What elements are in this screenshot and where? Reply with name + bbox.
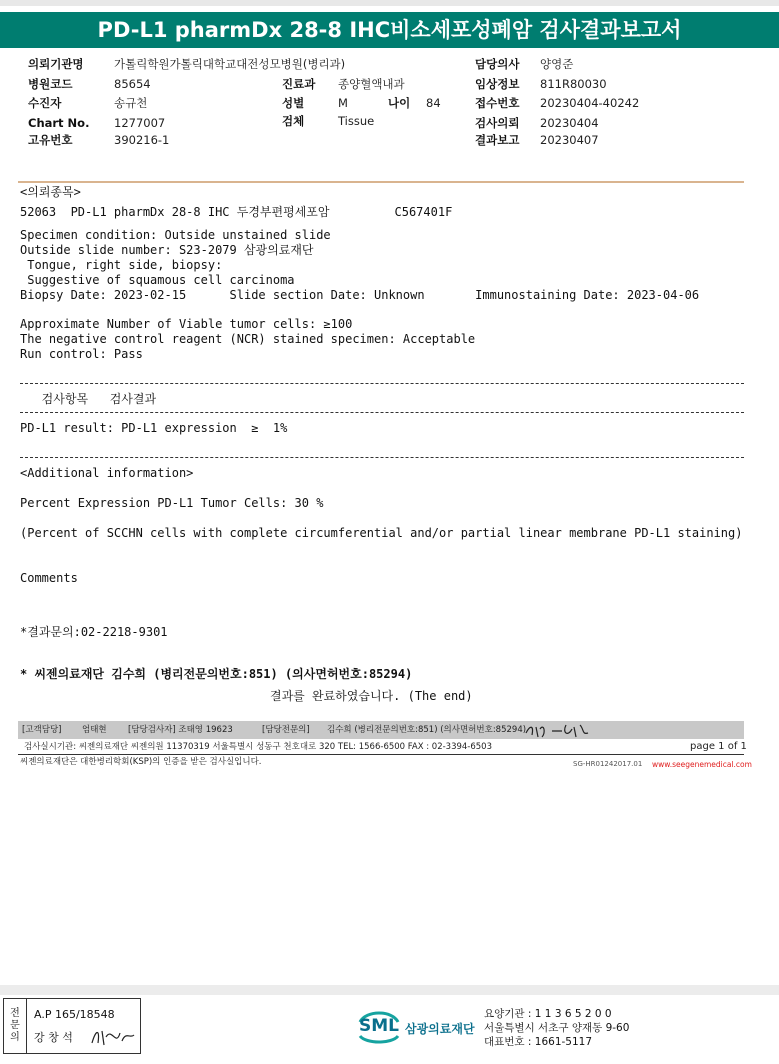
institution-value: 가톨릭학원가톨릭대학교대전성모병원(병리과) bbox=[114, 57, 346, 71]
tester-info: [담당검사자] 조태영 19623 bbox=[128, 725, 233, 735]
chart-no-label: Chart No. bbox=[28, 116, 90, 130]
hospital-code-value: 85654 bbox=[114, 77, 151, 91]
recipient-label: 수진자 bbox=[28, 96, 62, 110]
stamp-signature bbox=[90, 1025, 136, 1049]
sml-logo bbox=[356, 1008, 475, 1048]
run-control-line: Run control: Pass bbox=[20, 347, 143, 361]
percent-definition-line: (Percent of SCCHN cells with complete circumferential and/or partial linear membrane PD-L1 staining) bbox=[20, 526, 743, 540]
department-label: 진료과 bbox=[282, 77, 316, 91]
website-link[interactable]: www.seegenemedical.com bbox=[652, 760, 752, 769]
stamp-char: 문 bbox=[10, 1020, 20, 1031]
stamp-char: 전 bbox=[10, 1008, 20, 1019]
specimen-value: Tissue bbox=[338, 114, 375, 128]
customer-manager-label: [고객담당] bbox=[22, 725, 62, 735]
pathologist-line: * 씨젠의료재단 김수희 (병리전문의번호:851) (의사면허번호:85294) bbox=[20, 667, 413, 681]
bottom-strip bbox=[0, 985, 779, 995]
report-end-line: 결과를 완료하였습니다. (The end) bbox=[270, 689, 473, 703]
sml-logo-text: SML bbox=[359, 1016, 399, 1036]
department-value: 종양혈액내과 bbox=[338, 77, 405, 91]
sml-institution-code: 요양기관 : 1 1 3 6 5 2 0 0 bbox=[484, 1008, 612, 1020]
unique-no-value: 390216-1 bbox=[114, 133, 170, 147]
clinical-info-label: 임상정보 bbox=[475, 77, 520, 91]
test-request-label: 검사의뢰 bbox=[475, 116, 520, 130]
additional-info-heading: <Additional information> bbox=[20, 466, 194, 480]
stamp-char: 의 bbox=[10, 1032, 20, 1043]
ksp-certification: 씨젠의료재단은 대한병리학회(KSP)의 인증을 받은 검사실입니다. bbox=[20, 757, 262, 767]
result-table-header: 검사항목 검사결과 bbox=[20, 392, 157, 406]
result-report-label: 결과보고 bbox=[475, 133, 520, 147]
sml-address: 서울특별시 서초구 양재동 9-60 bbox=[484, 1022, 630, 1034]
reception-no-label: 접수번호 bbox=[475, 96, 520, 110]
hospital-code-label: 병원코드 bbox=[28, 77, 73, 91]
dates-line: Biopsy Date: 2023-02-15 Slide section Date: Unknown Immunostaining Date: 2023-04-06 bbox=[20, 288, 700, 302]
section-divider bbox=[20, 412, 744, 413]
doctor-value: 양영준 bbox=[540, 57, 574, 71]
customer-manager-name: 엄태현 bbox=[82, 725, 107, 735]
page-number: page 1 of 1 bbox=[690, 741, 747, 752]
unique-no-label: 고유번호 bbox=[28, 133, 73, 147]
sex-label: 성별 bbox=[282, 96, 305, 110]
specialist-label: [담당전문의] bbox=[262, 725, 310, 735]
recipient-value: 송규천 bbox=[114, 96, 148, 110]
specimen-label: 검체 bbox=[282, 114, 305, 128]
age-value: 84 bbox=[426, 96, 441, 110]
stamp-ap-number: A.P 165/18548 bbox=[34, 1008, 115, 1021]
footer-divider bbox=[18, 754, 744, 755]
page-top-strip bbox=[0, 0, 779, 6]
clinical-info-value: 811R80030 bbox=[540, 77, 607, 91]
negative-control-line: The negative control reagent (NCR) stained specimen: Acceptable bbox=[20, 332, 476, 346]
sml-phone: 대표번호 : 1661-5117 bbox=[484, 1036, 593, 1048]
report-title: PD-L1 pharmDx 28-8 IHC비소세포성폐암 검사결과보고서 bbox=[0, 12, 779, 48]
pd-l1-result-line: PD-L1 result: PD-L1 expression ≥ 1% bbox=[20, 421, 288, 435]
outside-slide-line: Outside slide number: S23-2079 삼광의료재단 bbox=[20, 243, 314, 257]
diagnosis-line: Suggestive of squamous cell carcinoma bbox=[20, 273, 295, 287]
doctor-label: 담당의사 bbox=[475, 57, 520, 71]
test-request-value: 20230404 bbox=[540, 116, 599, 130]
comments-heading: Comments bbox=[20, 571, 78, 585]
request-section-heading: <의뢰종목> bbox=[20, 185, 81, 199]
specialist-stamp bbox=[3, 998, 141, 1054]
biopsy-site-line: Tongue, right side, biopsy: bbox=[20, 258, 223, 272]
header-divider bbox=[18, 181, 744, 183]
percent-expression-line: Percent Expression PD-L1 Tumor Cells: 30 % bbox=[20, 496, 324, 510]
section-divider bbox=[20, 457, 744, 458]
age-label: 나이 bbox=[388, 96, 411, 110]
institution-label: 의뢰기관명 bbox=[28, 57, 84, 71]
section-divider bbox=[20, 383, 744, 384]
testing-lab-info: 검사실시기관: 씨젠의료재단 씨젠의원 11370319 서울특별시 성동구 천호대로 320 TEL: 1566-6500 FAX : 02-3394-6503 bbox=[24, 742, 493, 752]
stamp-name: 강 창 석 bbox=[34, 1031, 73, 1044]
chart-no-value: 1277007 bbox=[114, 116, 166, 130]
stamp-vertical-label bbox=[4, 999, 27, 1053]
sml-name: 삼광의료재단 bbox=[405, 1022, 475, 1036]
specimen-condition-line: Specimen condition: Outside unstained slide bbox=[20, 228, 331, 242]
inquiry-phone-line: *결과문의:02-2218-9301 bbox=[20, 625, 168, 639]
specialist-info: 김수희 (병리전문의번호:851) (의사면허번호:85294) bbox=[327, 725, 527, 735]
viable-cells-line: Approximate Number of Viable tumor cells: ≥100 bbox=[20, 317, 353, 331]
sex-value: M bbox=[338, 96, 348, 110]
test-code-line: 52063 PD-L1 pharmDx 28-8 IHC 두경부편평세포암 C567401F bbox=[20, 205, 453, 219]
reception-no-value: 20230404-40242 bbox=[540, 96, 640, 110]
form-code: SG-HR01242017.01 bbox=[573, 760, 643, 768]
result-report-value: 20230407 bbox=[540, 133, 599, 147]
pathologist-signature bbox=[522, 719, 594, 741]
